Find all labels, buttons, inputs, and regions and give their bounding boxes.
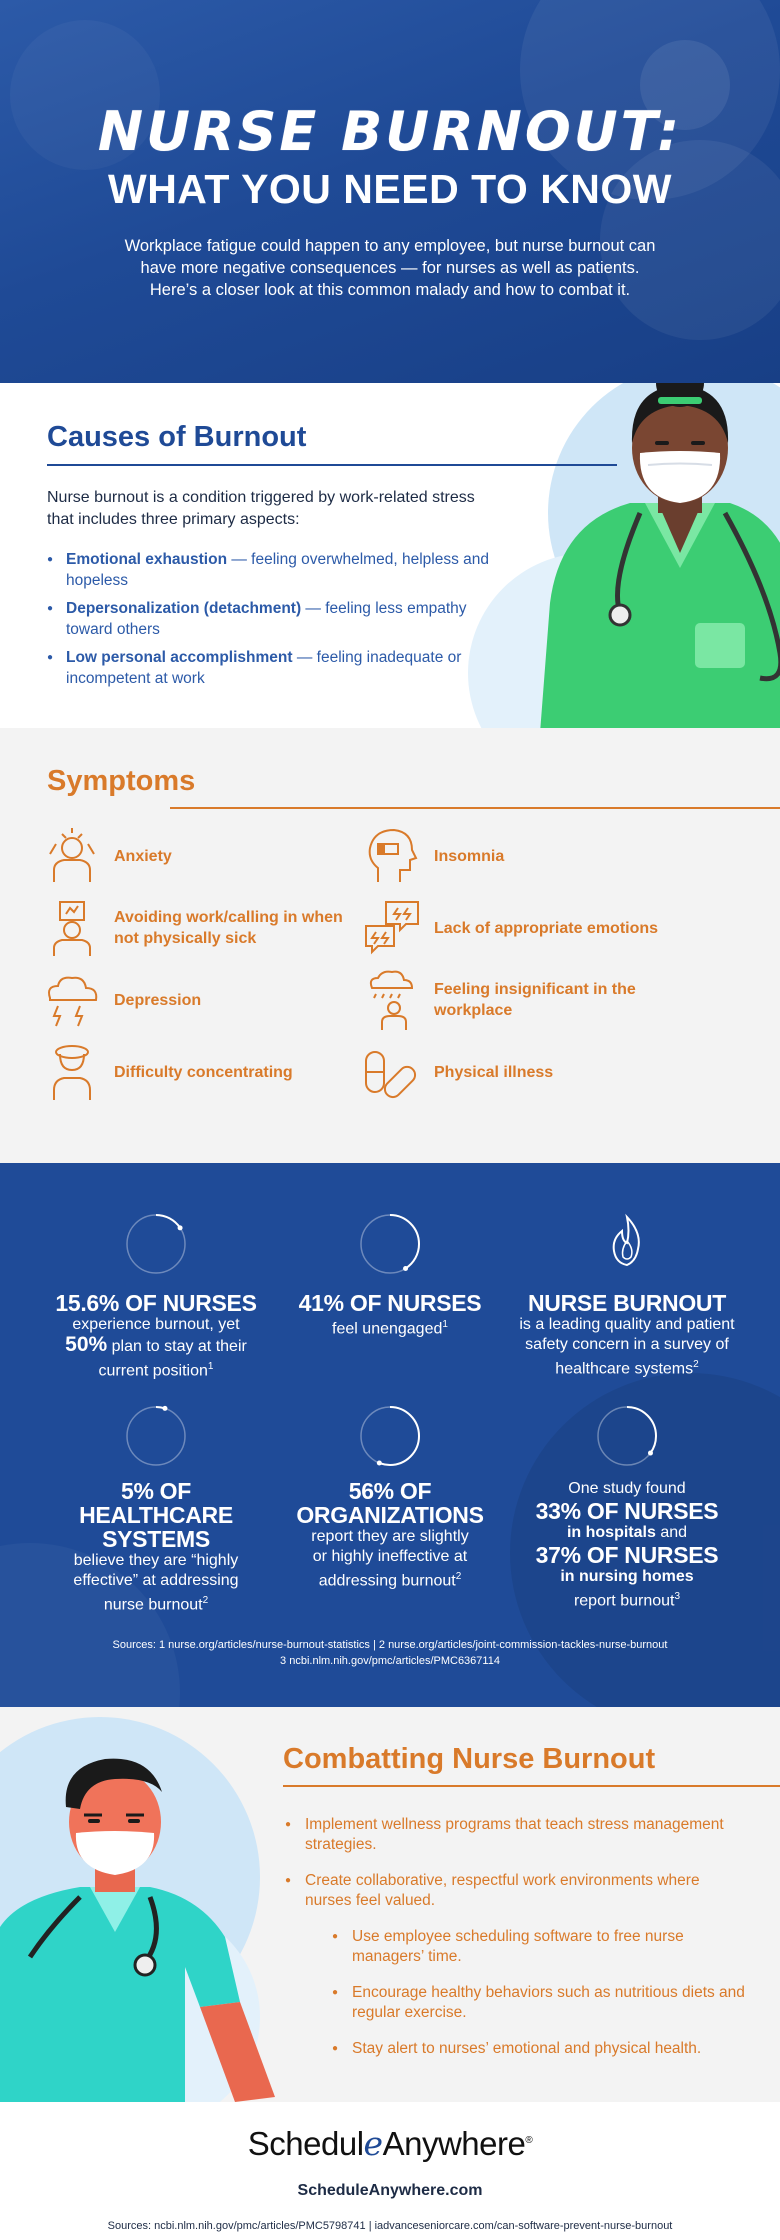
hero-description: Workplace fatigue could happen to any employee, but nurse burnout can have more negative consequences — for nurses as well as patients. Here’s a closer look at this common malady and how to combat it. — [124, 237, 656, 299]
symptom-label: Feeling insignificant in the workplace — [434, 981, 636, 1019]
stat-text: report they are slightly — [311, 1528, 469, 1545]
footnote-ref: 2 — [202, 1595, 209, 1606]
stat-headline: NURSE BURNOUT — [528, 1290, 726, 1316]
list-subitem: ● Use employee scheduling software to free nurse managers’ time. — [332, 1927, 745, 1967]
list-item — [47, 647, 497, 689]
title-divider — [170, 807, 780, 809]
footnote-ref: 2 — [455, 1571, 462, 1582]
stat-text: and — [655, 1524, 688, 1541]
causes-intro: Nurse burnout is a condition triggered by work-related stress that includes three primary aspects: — [47, 489, 475, 528]
cause-term: Emotional exhaustion — [66, 551, 228, 568]
list-item — [47, 549, 497, 591]
combatting-title: Combatting Nurse Burnout — [283, 1743, 656, 1775]
schedule-anywhere-logo — [0, 2124, 780, 2163]
stat-text: feel unengaged — [332, 1320, 443, 1338]
footnote-ref: 1 — [442, 1319, 448, 1330]
percent-ring — [123, 1403, 189, 1469]
hero-title: NURSE BURNOUT: — [97, 100, 683, 163]
anxiety-icon — [40, 824, 104, 888]
website-link[interactable]: ScheduleAnywhere.com — [297, 2182, 483, 2199]
symptoms-section — [0, 728, 780, 1163]
list-item: ● Implement wellness programs that teach stress management strategies. — [285, 1815, 745, 1855]
stats-sources — [0, 1637, 780, 1669]
symptom-label: Lack of appropriate emotions — [434, 919, 659, 937]
cause-description: — feeling inadequate or incompetent at work — [66, 649, 462, 687]
cause-description: — feeling overwhelmed, helpless and hopeless — [66, 551, 489, 589]
stat-text: plan to stay at their — [107, 1338, 247, 1355]
percent-ring — [357, 1403, 423, 1469]
symptom-label: Difficulty concentrating — [114, 1063, 293, 1081]
storm-cloud-icon — [40, 968, 104, 1032]
stat-text: One study found — [568, 1480, 686, 1497]
title-divider — [47, 464, 617, 466]
male-nurse-illustration — [0, 1737, 280, 2102]
stat-headline: HEALTHCARE — [79, 1502, 233, 1528]
stat-headline: 56% OF — [348, 1478, 432, 1504]
sources-line: 3 ncbi.nlm.nih.gov/pmc/articles/PMC6367114 — [280, 1655, 500, 1667]
flame-icon — [594, 1211, 660, 1277]
stat-text: current position — [98, 1362, 208, 1380]
logo-text: Schedul — [247, 2125, 364, 2162]
concentration-icon — [40, 1040, 104, 1104]
symptom-item — [360, 968, 664, 1032]
stat-text: nurse burnout — [103, 1596, 203, 1614]
ring-endpoint — [178, 1225, 183, 1230]
footnote-ref: 2 — [693, 1359, 699, 1370]
stat-text: addressing burnout — [318, 1572, 456, 1590]
stat-text: or highly ineffective at — [312, 1548, 468, 1565]
logo-text: ® — [525, 2135, 533, 2146]
causes-title: Causes of Burnout — [47, 421, 307, 453]
stat-block — [41, 1211, 271, 1381]
stat-headline: 33% OF NURSES — [535, 1498, 719, 1524]
stat-headline: 5% OF — [120, 1478, 192, 1504]
symptom-label: Anxiety — [114, 847, 172, 865]
list-item — [47, 598, 497, 640]
stat-subhead: in hospitals — [566, 1524, 656, 1541]
stat-block — [41, 1403, 271, 1615]
ring-endpoint — [162, 1406, 167, 1411]
hero-subtitle: WHAT YOU NEED TO KNOW — [108, 166, 672, 212]
symptom-label: Depression — [114, 991, 202, 1009]
statistics-section — [0, 1163, 780, 1707]
stat-block — [275, 1211, 505, 1339]
combatting-section — [0, 1707, 780, 2102]
footnote-ref: 3 — [674, 1591, 681, 1602]
symptom-item — [360, 1040, 664, 1104]
percent-ring — [123, 1211, 189, 1277]
symptom-label: Avoiding work/calling in when not physically sick — [114, 909, 343, 947]
stat-block — [512, 1211, 742, 1379]
percent-ring — [594, 1403, 660, 1469]
symptoms-title: Symptoms — [47, 765, 196, 797]
causes-list — [47, 549, 497, 696]
list-subitem: ● Encourage healthy behaviors such as nutritious diets and regular exercise. — [332, 1983, 745, 2023]
stat-headline: 15.6% OF NURSES — [55, 1290, 257, 1316]
percent-ring — [357, 1211, 423, 1277]
title-divider — [283, 1785, 780, 1787]
list-item: ● Create collaborative, respectful work environments where nurses feel valued. — [285, 1871, 745, 1911]
causes-section — [0, 383, 780, 728]
stat-headline: SYSTEMS — [102, 1526, 210, 1552]
cause-description: — feeling less empathy toward others — [66, 600, 467, 638]
cause-term: Low personal accomplishment — [66, 649, 293, 666]
footer-sources: Sources: ncbi.nlm.nih.gov/pmc/articles/PMC5798741 | iadvanceseniorcare.com/can-software-prevent-nurse-burnout — [107, 2220, 673, 2232]
stat-text: believe they are “highly — [73, 1552, 239, 1569]
stat-headline: ORGANIZATIONS — [296, 1502, 484, 1528]
low-battery-head-icon — [360, 824, 424, 888]
hero-banner — [0, 0, 780, 383]
stat-text: report burnout — [573, 1592, 675, 1610]
ring-track — [127, 1407, 185, 1465]
combatting-list — [285, 1815, 745, 2075]
avoiding-work-icon — [40, 896, 104, 960]
ring-endpoint — [377, 1460, 382, 1465]
footer — [0, 2102, 780, 2240]
symptom-item — [360, 896, 664, 960]
ring-endpoint — [403, 1266, 408, 1271]
stat-block — [275, 1403, 505, 1591]
logo-text: Anywhere — [382, 2125, 526, 2162]
ring-endpoint — [648, 1451, 653, 1456]
footnote-ref: 1 — [207, 1361, 214, 1372]
stat-highlight: 50% — [65, 1333, 108, 1356]
sources-line: Sources: 1 nurse.org/articles/nurse-burnout-statistics | 2 nurse.org/articles/joint-commission-tackles-nurse-burnout — [112, 1639, 668, 1651]
pills-icon — [360, 1040, 424, 1104]
stat-text: healthcare systems — [555, 1360, 694, 1378]
rain-cloud-person-icon — [360, 968, 424, 1032]
stat-headline: 37% OF NURSES — [535, 1542, 719, 1568]
logo-text: e — [363, 2124, 383, 2163]
stat-block — [512, 1403, 742, 1611]
stat-headline: 41% OF NURSES — [298, 1290, 482, 1316]
symptom-item — [40, 1040, 344, 1104]
stat-text: experience burnout, yet — [72, 1316, 240, 1333]
symptom-label: Physical illness — [434, 1063, 554, 1081]
cause-term: Depersonalization (detachment) — [66, 600, 302, 617]
female-nurse-illustration — [540, 383, 780, 728]
stat-text: is a leading quality and patient — [519, 1316, 735, 1333]
symptom-label: Insomnia — [434, 847, 505, 865]
emotion-bubbles-icon — [360, 896, 424, 960]
list-subitem: ● Stay alert to nurses’ emotional and physical health. — [332, 2039, 745, 2059]
stat-subhead: in nursing homes — [560, 1568, 694, 1585]
stat-text: safety concern in a survey of — [525, 1336, 729, 1353]
symptom-item — [360, 824, 664, 888]
symptom-item — [40, 896, 344, 960]
symptom-item — [40, 968, 344, 1032]
symptom-item — [40, 824, 344, 888]
stat-text: effective” at addressing — [73, 1572, 239, 1589]
